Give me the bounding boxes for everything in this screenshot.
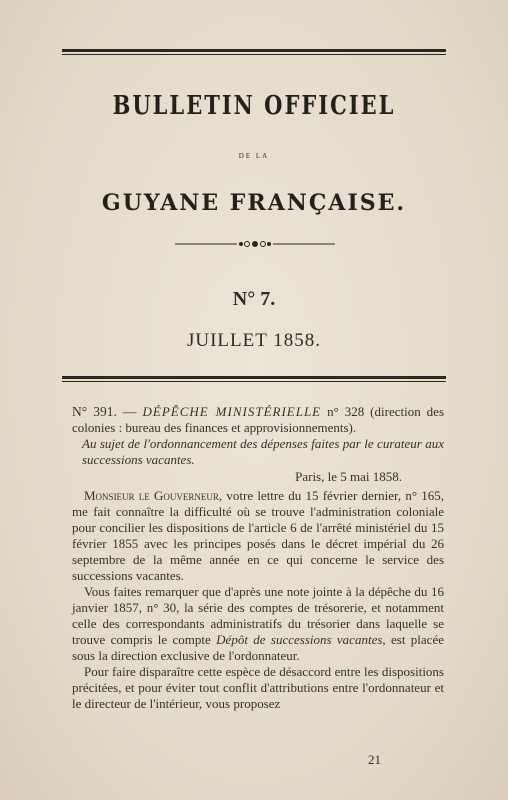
- top-double-rule: [62, 49, 446, 55]
- paragraph-1: [72, 488, 444, 584]
- paragraph-3: Pour faire disparaître cette espèce de désaccord entre les dispositions précitées, et pour éviter tout conflit d'attributions entre l'ordonnateur et le directeur de l'intérieur, vous proposez: [72, 664, 444, 711]
- title-connector: DE LA: [238, 152, 270, 160]
- article-heading: [72, 404, 444, 436]
- salutation: Monsieur le Gouverneur: [84, 488, 219, 503]
- article-subject: Au sujet de l'ordonnancement des dépenses faites par le curateur aux successions vacantes.: [82, 436, 444, 467]
- paragraph-2: [72, 584, 444, 664]
- paragraph-2-text-a: Vous faites remarquer que d'après une note jointe à la dépêche du 16 janvier 1857, n° 30, la série des comptes de trésorerie, et notamment celle des correspondants administratifs du trésorier dans laquelle se trouve compris le compte: [72, 584, 444, 647]
- bulletin-title: BULLETIN OFFICIEL: [112, 88, 396, 121]
- issue-date: JUILLET 1858.: [186, 330, 322, 351]
- ornament-rule-icon: [175, 238, 335, 250]
- colony-title: GUYANE FRANÇAISE.: [101, 190, 407, 216]
- article-body: [72, 404, 444, 712]
- article-type: DÉPÊCHE MINISTÉRIELLE: [142, 404, 322, 419]
- issue-number: N° 7.: [232, 288, 276, 310]
- article-heading-rest: n° 328 (direction des colonies : bureau des finances et approvisionnements).: [72, 404, 444, 435]
- page-number: 21: [368, 752, 381, 767]
- paragraph-2-italic: Dépôt de successions vacantes: [216, 632, 383, 647]
- section-double-rule: [62, 376, 446, 382]
- article-number: N° 391. —: [72, 404, 143, 419]
- article-dateline: Paris, le 5 mai 1858.: [295, 469, 402, 484]
- paragraph-1-text: , votre lettre du 15 février dernier, n° 165, me fait connaître la difficulté où se trouve l'administration coloniale pour concilier les dispositions de l'article 6 de l'arrêté ministériel du 15 février 1855 avec les principes posés dans le décret impérial du 26 septembre de la même année en ce qui concerne le service des successions vacantes.: [72, 488, 444, 583]
- paragraph-2-text-b: , est placée sous la direction exclusive de l'ordonnateur.: [72, 632, 444, 663]
